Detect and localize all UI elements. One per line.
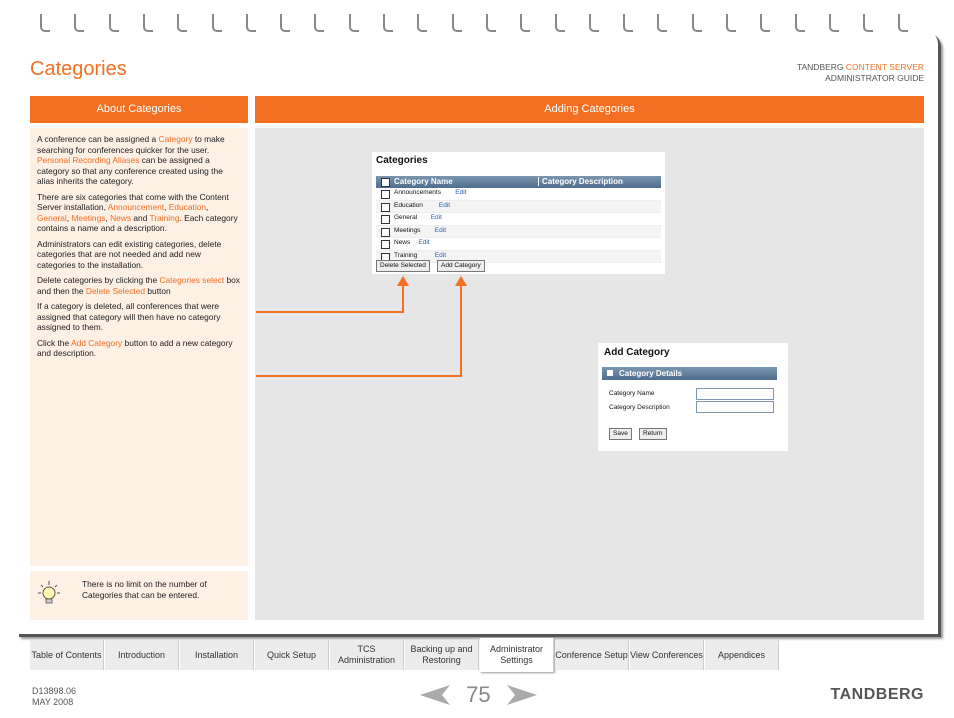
binder-ring [760,14,770,32]
brand-prefix: TANDBERG [796,62,846,72]
pager [420,681,537,708]
category-name-input[interactable] [696,388,774,400]
tab-administrator-settings[interactable]: Administrator Settings [480,638,554,672]
row-checkbox[interactable] [381,215,390,224]
connector-add-vertical [460,284,462,377]
para-4: Delete categories by clicking the Categories select box and then the Delete Selected button [37,275,240,296]
binder-ring [623,14,633,32]
binder-rings [40,14,920,32]
binder-ring [452,14,462,32]
lightbulb-icon [36,579,62,607]
page-title: Categories [30,58,127,80]
categories-screenshot [372,152,665,274]
binder-ring [143,14,153,32]
category-details-label: Category Details [619,369,683,378]
binder-ring [40,14,50,32]
categories-title: Categories [376,155,428,166]
add-category-title: Add Category [604,347,670,358]
binder-ring [589,14,599,32]
return-button[interactable]: Return [639,428,667,440]
tab-view-conferences[interactable]: View Conferences [630,640,704,670]
connector-delete-vertical [402,284,404,313]
tab-quick-setup[interactable]: Quick Setup [255,640,329,670]
table-header [376,176,661,188]
tandberg-logo: TANDBERG [830,686,924,703]
binder-ring [109,14,119,32]
brand-highlight: CONTENT SERVER [845,62,924,72]
tab-tcs-administration[interactable]: TCS Administration [330,640,404,670]
tip-text: There is no limit on the number of Categories that can be entered. [82,579,207,600]
binder-ring [74,14,84,32]
binder-ring [898,14,908,32]
col-category-name: Category Name [394,177,453,186]
binder-ring [520,14,530,32]
add-category-screenshot [598,343,788,451]
link-category[interactable]: Category [158,134,193,144]
binder-ring [177,14,187,32]
about-text [30,128,248,370]
table-row [376,201,661,214]
delete-selected-button[interactable]: Delete Selected [376,260,430,272]
binder-ring [383,14,393,32]
link-add-category[interactable]: Add Category [70,337,123,348]
save-button[interactable]: Save [609,428,632,440]
arrow-up-icon [397,276,409,286]
next-page-icon[interactable] [507,685,537,705]
link-delete-selected[interactable]: Delete Selected [85,285,146,296]
row-name: Meetings [394,226,421,234]
link-personal-recording-aliases[interactable]: Personal Recording Aliases [37,155,140,165]
table-row [376,188,661,201]
binder-ring [692,14,702,32]
link-education[interactable]: Education [168,202,207,212]
para-1: A conference can be assigned a Category to make searching for conferences quicker for the user. Personal Recording Aliases can be assigned a category so that any conference created using the alias inherits the category. [37,134,225,186]
about-heading: About Categories [30,96,248,123]
collapse-icon[interactable] [607,370,613,376]
add-category-button[interactable]: Add Category [437,260,485,272]
binder-ring [246,14,256,32]
adding-heading: Adding Categories [255,96,924,123]
tab-table-of-contents[interactable]: Table of Contents [30,640,104,670]
binder-ring [349,14,359,32]
connector-delete [256,311,404,313]
para-6: Click the Add Category button to add a new category and description. [37,337,233,358]
categories-table [376,176,661,263]
category-name-label: Category Name [609,390,655,397]
doc-info [32,686,76,708]
row-checkbox[interactable] [381,228,390,237]
edit-link[interactable]: Edit [455,189,467,196]
brand-subtitle: ADMINISTRATOR GUIDE [825,73,924,83]
binder-ring [863,14,873,32]
binder-ring [657,14,667,32]
binder-ring [795,14,805,32]
tab-introduction[interactable]: Introduction [105,640,179,670]
brand-header [797,62,924,84]
link-announcement[interactable]: Announcement [107,202,165,212]
row-name: Training [394,251,418,259]
link-news[interactable]: News [110,212,132,223]
arrow-up-icon [455,276,467,286]
about-panel [30,128,248,566]
binder-ring [829,14,839,32]
tab-appendices[interactable]: Appendices [705,640,779,670]
row-name: Announcements [394,189,441,196]
link-meetings[interactable]: Meetings [71,212,106,223]
para-2: There are six categories that come with the Content Server installation, Announcement, Education, General, Meetings, News and Training. Each category contains a name and a description. [37,191,238,233]
row-name: Education [394,201,423,209]
binder-ring [555,14,565,32]
tab-backing-up-and-restoring[interactable]: Backing up and Restoring [405,640,479,670]
row-name: General [394,214,418,221]
table-row [376,238,661,251]
binder-ring [212,14,222,32]
binder-ring [417,14,427,32]
select-all-checkbox[interactable] [381,178,390,187]
col-category-description: Category Description [538,177,623,186]
connector-add [256,375,462,377]
edit-link[interactable]: Edit [438,201,451,209]
table-row [376,213,661,226]
doc-date: MAY 2008 [32,697,74,707]
link-general[interactable]: General [37,212,67,223]
binder-ring [486,14,496,32]
row-name: News [394,239,411,246]
link-categories-select[interactable]: Categories select [159,275,225,285]
category-details-bar [602,367,777,380]
prev-page-icon[interactable] [420,685,450,705]
binder-ring [314,14,324,32]
doc-id: D13898.06 [32,686,77,696]
category-description-label: Category Description [609,404,670,411]
tip-box [30,571,248,620]
link-training[interactable]: Training [149,212,180,223]
category-description-input[interactable] [696,401,774,413]
binder-ring [726,14,736,32]
tab-installation[interactable]: Installation [180,640,254,670]
para-5: If a category is deleted, all conferences that were assigned that category will then have no category assigned to them. [37,301,221,332]
edit-link[interactable]: Edit [434,226,446,234]
edit-link[interactable]: Edit [430,214,442,221]
row-checkbox[interactable] [381,203,390,212]
tab-conference-setup[interactable]: Conference Setup [555,640,629,670]
edit-link[interactable]: Edit [418,239,430,246]
table-row [376,226,661,239]
binder-ring [280,14,290,32]
para-3: Administrators can edit existing categories, delete categories that are not needed and add new categories to the installation. [37,238,222,270]
edit-link[interactable]: Edit [434,251,446,259]
page-number: 75 [466,682,491,708]
row-checkbox[interactable] [381,240,390,249]
row-checkbox[interactable] [381,190,390,199]
